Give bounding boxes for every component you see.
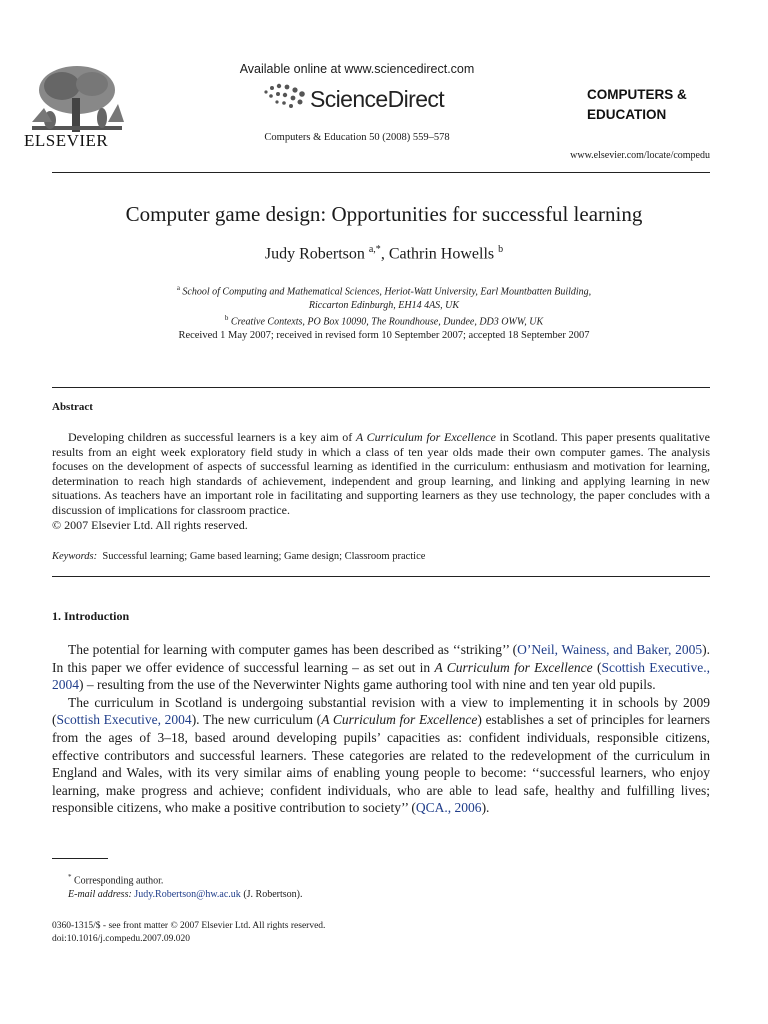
citation-oneil-2005[interactable]: O’Neil, Wainess, and Baker, 2005 [517, 642, 703, 657]
keywords-label: Keywords: [52, 551, 98, 562]
abstract-copyright: © 2007 Elsevier Ltd. All rights reserved. [52, 517, 248, 532]
intro-paragraph-2: The curriculum in Scotland is undergoing substantial revision with a view to implementing it in schools by 2009 (Scottish Executive, 2004). The new curriculum (A Curriculum for Excellence) establishes a set of principles for learners from the ages of 3–18, based around developing pupils’ capacities as: confident individuals, responsible citizens, effective contributors and successful learners. These categories are related to the redevelopment of the curriculum in England and Wales, with its very similar aims of enabling young people to become: ‘‘successful learners, who enjoy learning, make progress and achieve; confident individuals, who are able to lead safe, healthy and fulfilling lives; responsible citizens, who make a positive contribution to society’’ (QCA., 2006). [52, 694, 710, 816]
brand-line-2: EDUCATION [587, 107, 667, 122]
affiliation-b: $^b$ Creative Contexts, PO Box 10090, The Roundhouse, Dundee, DD3 OWW, UK [224, 314, 544, 328]
keywords [52, 551, 425, 562]
sciencedirect-dots-logo [262, 82, 310, 110]
author-2-affiliation: b [498, 244, 504, 255]
issn-line: 0360-1315/$ - see front matter © 2007 Elsevier Ltd. All rights reserved. [52, 921, 326, 931]
introduction-body [52, 641, 710, 817]
abstract-heading: Abstract [52, 401, 93, 413]
footnote-email: E-mail address: Judy.Robertson@hw.ac.uk (J. Robertson). [68, 889, 303, 901]
abstract-paragraph: Developing children as successful learners is a key aim of A Curriculum for Excellence in Scotland. This paper presents qualitative results from an eight week exploratory field study in which a class of ten year olds made their own computer games. The analysis focuses on the development of aspects of successful learning as identified in the curriculum: enthusiasm and motivation for learning, determination to reach high standards of achievement, independent and group learning, and linking and applying learning in new situations. As teachers have an important role in facilitating and supporting learners as they use technology, the paper concludes with a discussion of implications for classroom practice. [52, 430, 710, 517]
email-link[interactable]: Judy.Robertson@hw.ac.uk [134, 889, 241, 901]
journal-brand [587, 85, 687, 125]
abstract-bottom-rule [52, 576, 710, 577]
footnote [52, 870, 302, 902]
sciencedirect-wordmark: ScienceDirect [310, 86, 445, 112]
article-title: Computer game design: Opportunities for successful learning [125, 202, 643, 226]
intro-paragraph-1: The potential for learning with computer games has been described as ‘‘striking’’ (O’Neil, Wainess, and Baker, 2005). In this paper we offer evidence of successful learning – as set out in A Curriculum for Excellence (Scottish Executive., 2004) – resulting from the use of the Neverwinter Nights game authoring tool with nine and ten year old pupils. [52, 642, 710, 693]
affiliation-a-line2: Riccarton Edinburgh, EH14 4AS, UK [308, 299, 460, 311]
citation-qca-2006[interactable]: QCA., 2006 [415, 800, 482, 816]
journal-reference: Computers & Education 50 (2008) 559–578 [264, 132, 450, 143]
affiliations [0, 282, 768, 329]
affiliation-a: $^a$ School of Computing and Mathematical Sciences, Heriot-Watt University, Earl Mountbatten Building, [176, 284, 592, 298]
citation-scottish-executive-2004a[interactable]: Scottish Executive., 2004 [52, 659, 710, 693]
footnote-corresponding: * Corresponding author. [68, 873, 164, 887]
author-1: Judy Robertson [264, 245, 365, 263]
abstract-top-rule [52, 387, 710, 388]
footnote-rule [52, 858, 108, 859]
header-rule [52, 172, 710, 173]
brand-line-1: COMPUTERS & [587, 87, 687, 102]
available-online-text: Available online at www.sciencedirect.com [239, 62, 475, 76]
author-1-affiliation: a,* [368, 244, 381, 255]
abstract-body [52, 430, 710, 532]
journal-url[interactable]: www.elsevier.com/locate/compedu [570, 150, 710, 161]
publisher-name: ELSEVIER [24, 131, 109, 150]
author-2: , Cathrin Howells [380, 245, 495, 263]
citation-scottish-executive-2004b[interactable]: Scottish Executive, 2004 [56, 712, 192, 728]
keywords-list: Successful learning; Game based learning; Game design; Classroom practice [102, 551, 426, 562]
received-dates: Received 1 May 2007; received in revised form 10 September 2007; accepted 18 September 2007 [178, 330, 590, 341]
section-heading-introduction: 1. Introduction [52, 609, 130, 623]
author-line [0, 244, 768, 263]
issn-doi [52, 920, 325, 946]
doi-line: doi:10.1016/j.compedu.2007.09.020 [52, 934, 191, 944]
